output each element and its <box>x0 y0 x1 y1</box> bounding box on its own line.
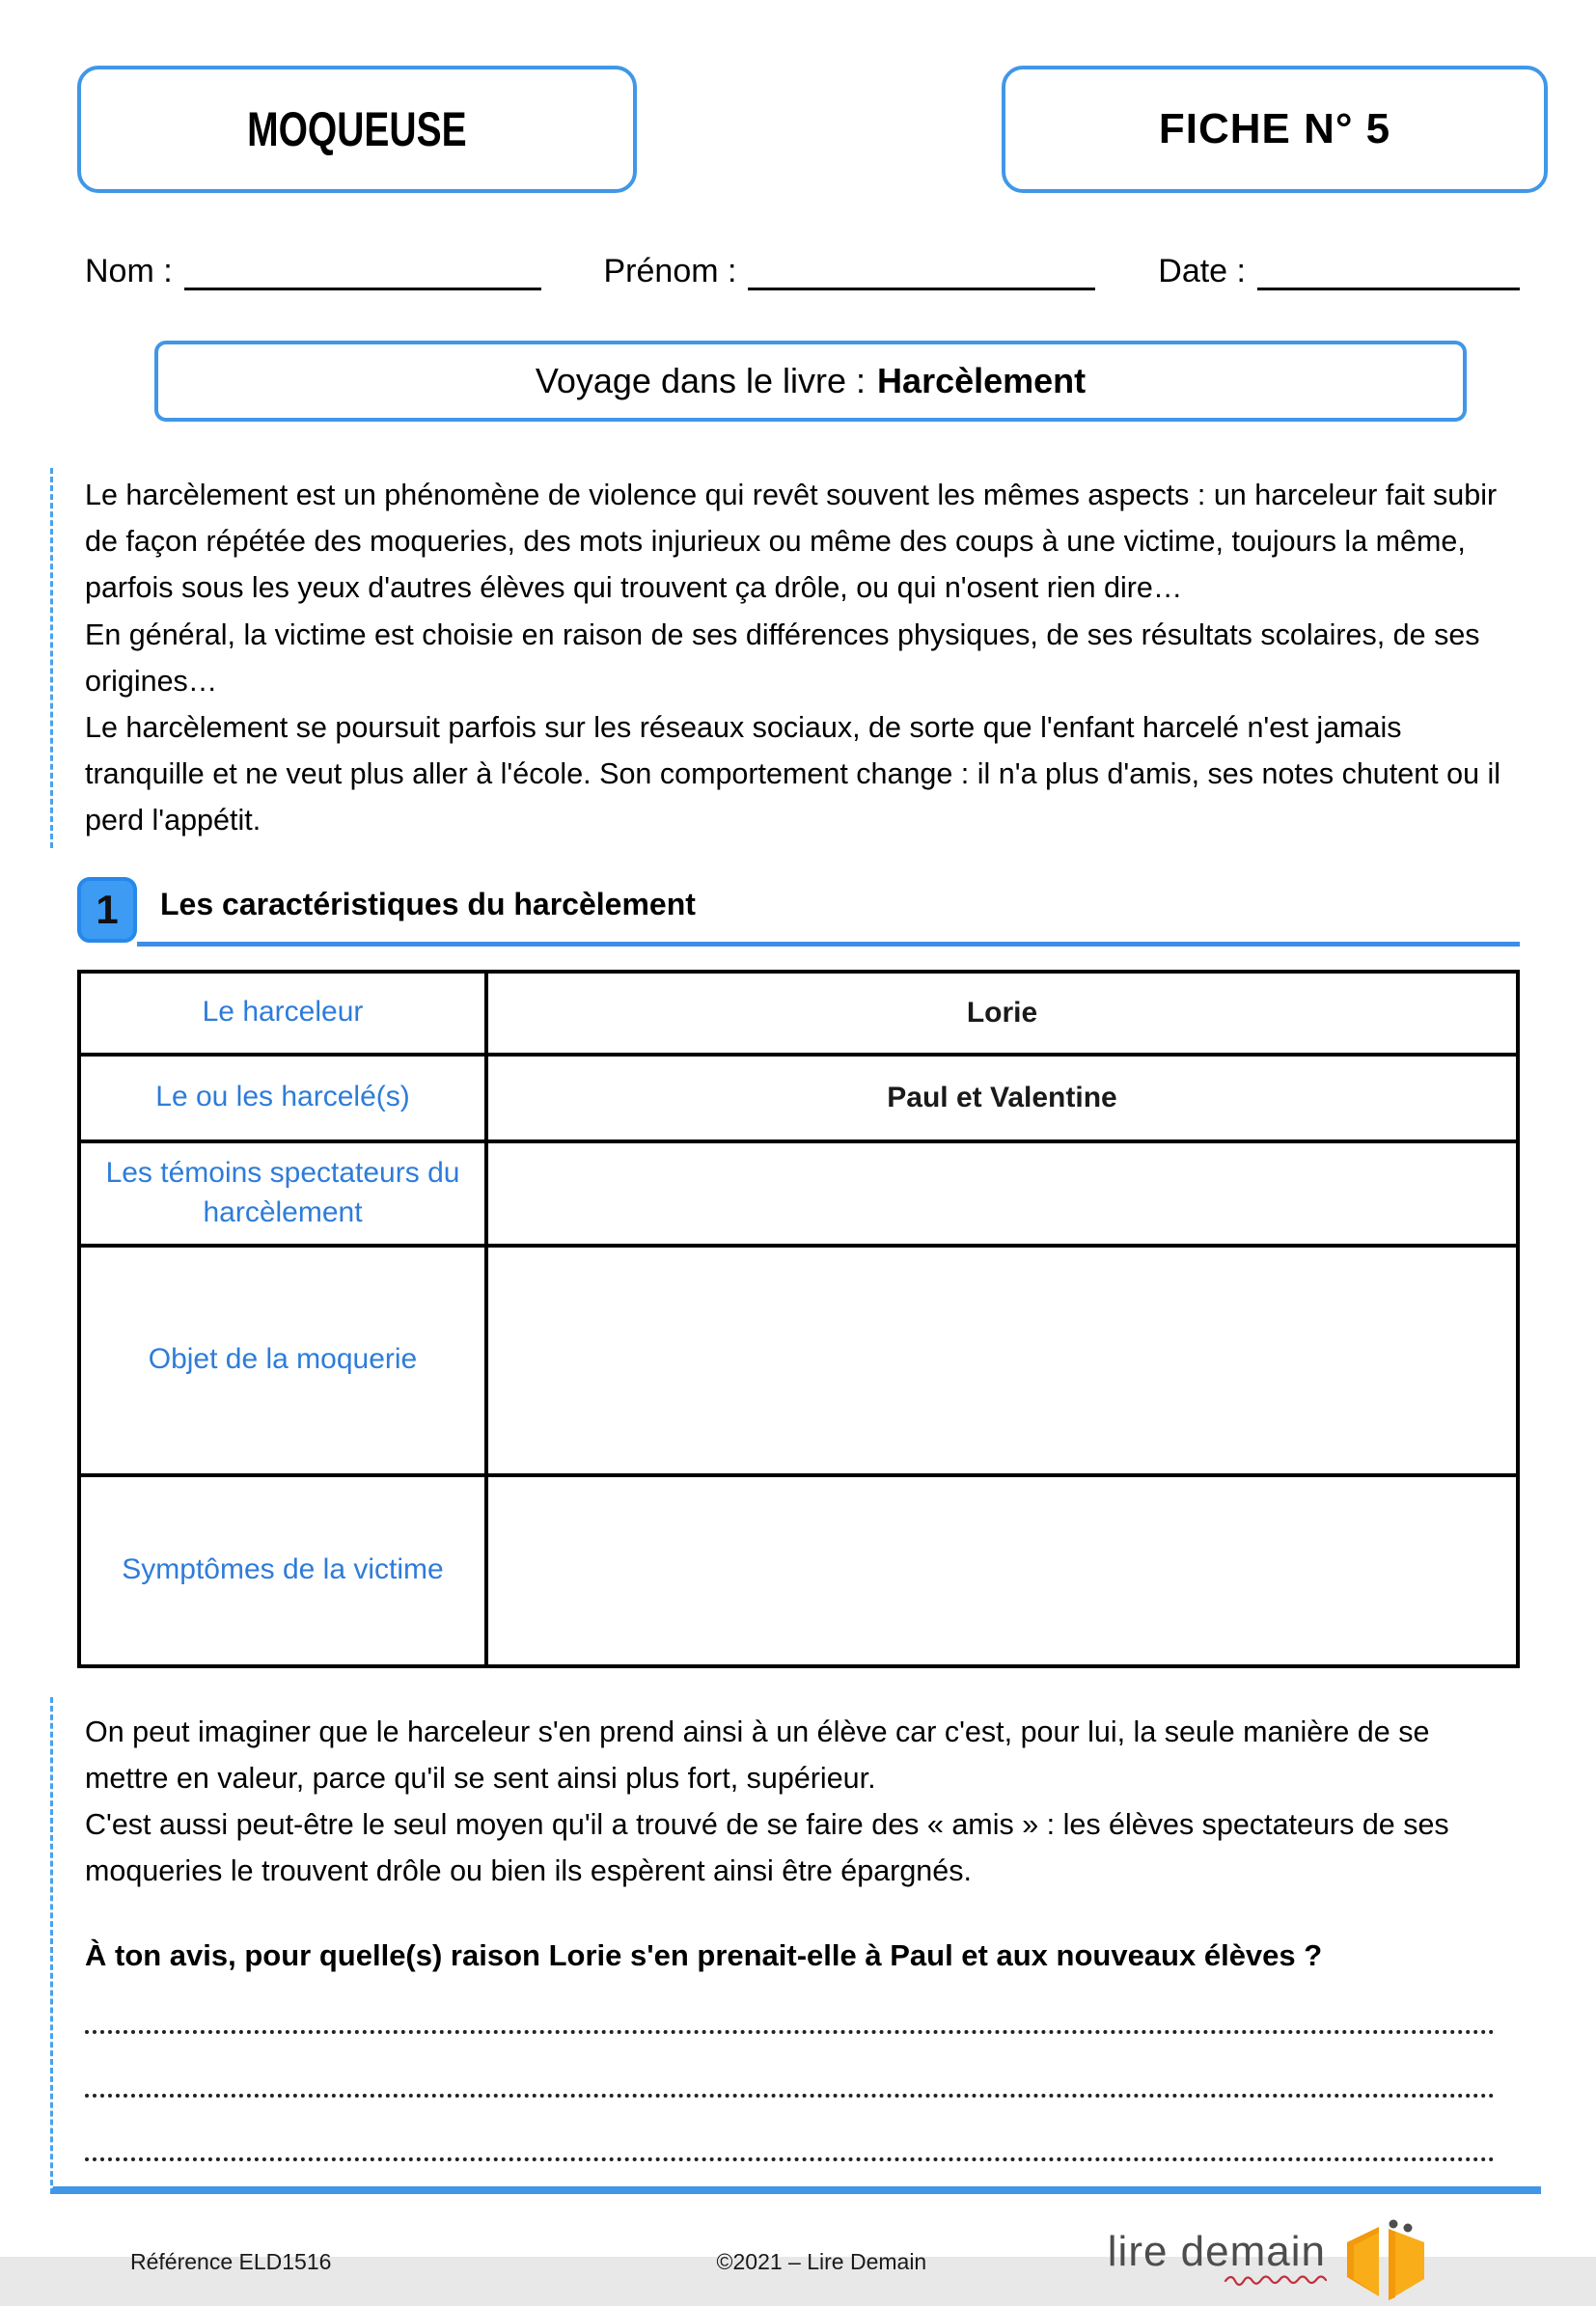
analysis-paragraph-1: On peut imaginer que le harceleur s'en prend ainsi à un élève car c'est, pour lui, la seule manière de se mettre en valeur, parce qu'il se sent ainsi plus fort, supérieur. <box>85 1715 1430 1795</box>
prenom-write-line[interactable] <box>748 253 1095 290</box>
word-badge-label: MOQUEUSE <box>247 102 467 156</box>
prenom-label: Prénom : <box>603 253 737 289</box>
date-write-line[interactable] <box>1257 253 1520 290</box>
analysis-section <box>50 1697 1541 2195</box>
section-underline <box>137 942 1520 947</box>
intro-paragraph-3: Le harcèlement se poursuit parfois sur les réseaux sociaux, de sorte que l'enfant harcelé n'est jamais tranquille et ne veut plus aller à l'école. Son comportement change : il n'a plus d'amis, ses notes chutent ou il perd l'appétit. <box>85 710 1501 837</box>
analysis-paragraph-2: C'est aussi peut-être le seul moyen qu'il a trouvé de se faire des « amis » : les élèves spectateurs de ses moqueries le trouvent drôle ou bien ils espèrent ainsi être épargnés. <box>85 1807 1449 1888</box>
identity-row <box>0 193 1596 290</box>
row-label-symptomes: Symptômes de la victime <box>79 1475 486 1666</box>
row-value-harceleur: Lorie <box>486 972 1518 1055</box>
publisher-logo-text: lire demain <box>1107 2228 1326 2276</box>
section-1-header <box>77 877 1520 948</box>
intro-paragraph-2: En général, la victime est choisie en raison de ses différences physiques, de ses résultats scolaires, de ses origines… <box>85 618 1480 698</box>
nom-field-group <box>85 253 541 290</box>
table-row <box>79 1475 1518 1666</box>
date-label: Date : <box>1158 253 1246 289</box>
word-badge-box <box>77 66 637 193</box>
characteristics-table <box>77 970 1520 1668</box>
table-row <box>79 1055 1518 1141</box>
row-value-harceles: Paul et Valentine <box>486 1055 1518 1141</box>
book-title-box <box>154 341 1467 422</box>
fiche-number-box <box>1002 66 1548 193</box>
row-value-objet-empty[interactable] <box>486 1246 1518 1475</box>
table-row <box>79 1141 1518 1246</box>
row-label-harceles: Le ou les harcelé(s) <box>79 1055 486 1141</box>
table-row <box>79 972 1518 1055</box>
open-book-icon <box>1335 2217 1432 2306</box>
row-label-harceleur: Le harceleur <box>79 972 486 1055</box>
row-value-temoins-empty[interactable] <box>486 1141 1518 1246</box>
section-number: 1 <box>96 886 119 932</box>
footer <box>0 2194 1596 2306</box>
prenom-field-group <box>604 253 1096 290</box>
question-text: À ton avis, pour quelle(s) raison Lorie s'en prenait-elle à Paul et aux nouveaux élèves ? <box>85 1938 1323 1973</box>
publisher-logo <box>1108 2217 1432 2306</box>
answer-dotted-line-1[interactable] <box>85 2030 1495 2034</box>
intro-paragraph-1: Le harcèlement est un phénomène de violence qui revêt souvent les mêmes aspects : un harceleur fait subir de façon répétée des moqueries, des mots injurieux ou même des coups à une victime, toujours la même, parfois sous les yeux d'autres élèves qui trouvent ça drôle, ou qui n'osent rien dire… <box>85 479 1498 605</box>
logo-tagline-script <box>1222 2271 1347 2287</box>
answer-dotted-line-2[interactable] <box>85 2094 1495 2098</box>
answer-dotted-line-3[interactable] <box>85 2157 1495 2161</box>
fiche-number-label: FICHE N° 5 <box>1158 105 1391 152</box>
intro-section <box>50 468 1521 848</box>
header-row <box>0 0 1596 193</box>
footer-copyright: ©2021 – Lire Demain <box>716 2248 927 2274</box>
row-label-objet: Objet de la moquerie <box>79 1246 486 1475</box>
footer-reference: Référence ELD1516 <box>130 2248 332 2274</box>
nom-write-line[interactable] <box>184 253 541 290</box>
book-title-emphasis: Harcèlement <box>877 361 1087 400</box>
table-row <box>79 1246 1518 1475</box>
row-value-symptomes-empty[interactable] <box>486 1475 1518 1666</box>
book-title-prefix: Voyage dans le livre : <box>535 361 867 400</box>
section-number-badge <box>77 877 137 943</box>
nom-label: Nom : <box>85 253 173 289</box>
date-field-group <box>1158 253 1520 290</box>
section-title: Les caractéristiques du harcèlement <box>160 886 696 921</box>
row-label-temoins: Les témoins spectateurs du harcèlement <box>79 1141 486 1246</box>
